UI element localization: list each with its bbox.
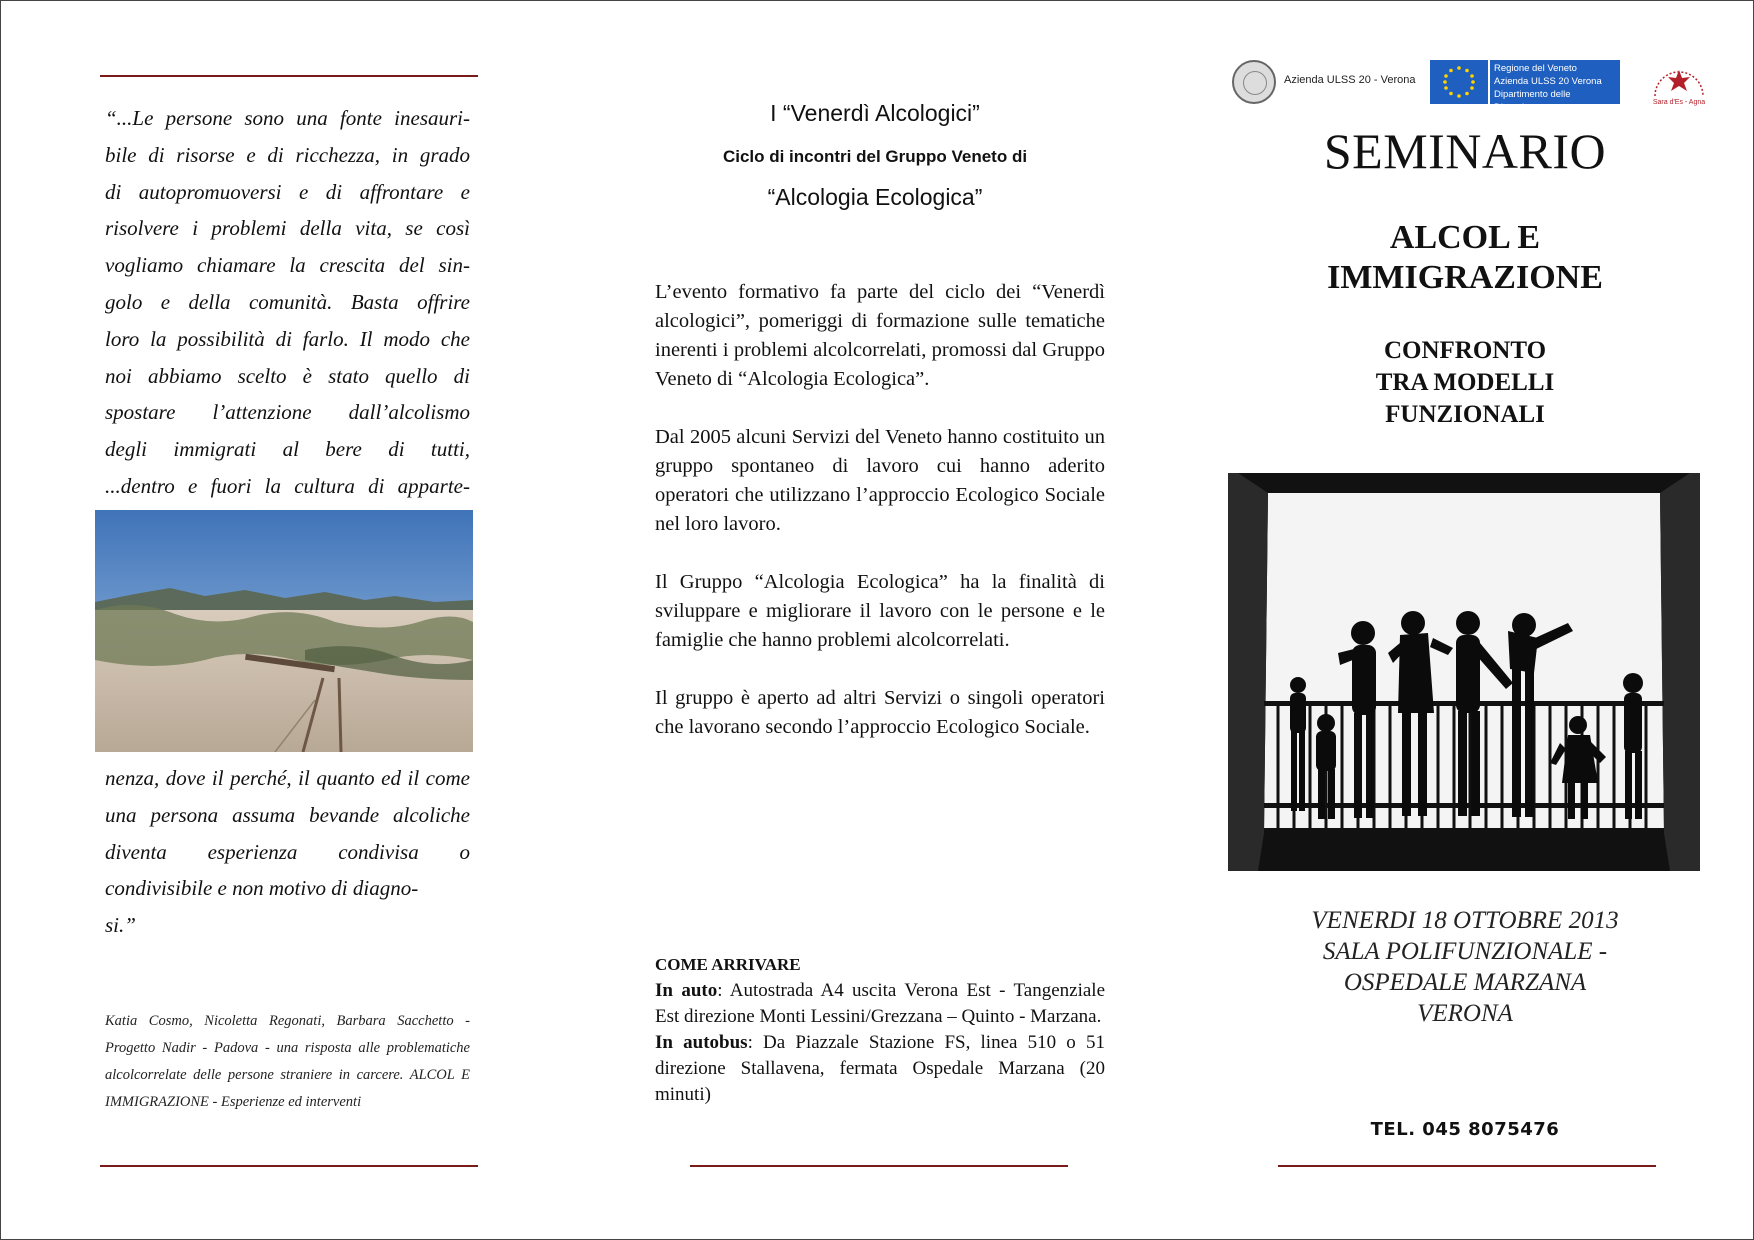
event-city: VERONA [1417,1000,1513,1027]
seminar-topic [1230,218,1700,298]
beach-photo [95,510,473,752]
bus-label: In autobus [655,1032,748,1053]
quote-text [105,100,470,505]
phone-number: TEL. 045 8075476 [1370,1119,1560,1140]
region-line: Dipartimento delle Dipendenze [1494,89,1571,113]
top-rule-left [100,75,478,77]
event-details [1230,905,1700,1029]
quote-line: di autopromuoversi e di affrontare e [105,179,470,204]
quote-line: spostare l’attenzione dall’alcolismo [105,400,470,425]
car-label: In auto [655,980,718,1001]
quote-line: noi abbiamo scelto è stato quello di [105,363,470,388]
region-line: Azienda ULSS 20 Verona [1494,76,1602,87]
cycle-title: I “Venerdì Alcologici” [770,100,980,126]
bus-text: : Da Piazzale Stazione FS, linea 510 o 51 direzione Stallavena, fermata Ospedale Marzana (20 minuti) [655,1032,1105,1105]
quote-line: “...Le persone sono una fonte inesauri- [105,106,470,130]
paragraph: Il gruppo è aperto ad altri Servizi o singoli operatori che lavorano secondo l’approccio Ecologico Sociale. [655,687,1105,738]
description [655,278,1105,771]
paragraph: L’evento formativo fa parte del ciclo dei “Venerdì alcologici”, pomeriggi di formazione sulle tematiche inerenti i problemi alcolcorrelati, promossi dal Gruppo Veneto di “Alcologia Ecologica”. [655,281,1105,390]
group-name: “Alcologia Ecologica” [767,184,983,210]
paragraph: Il Gruppo “Alcologia Ecologica” ha la finalità di sviluppare e migliorare il lavoro con le persone e le famiglie che hanno problemi alcolcorrelati. [655,571,1105,651]
association-logo [1647,58,1711,106]
logo-strip [1232,58,1712,113]
topic-line: IMMIGRAZIONE [1327,259,1603,296]
source-credit: Katia Cosmo, Nicoletta Regonati, Barbara Sacchetto - Progetto Nadir - Padova - una risposta alle problematiche alcolcorrelate delle persone straniere in carcere. ALCOL E IMMIGRAZIONE - Esperienze ed interventi [105,1013,470,1110]
event-date: VENERDI 18 OTTOBRE 2013 [1311,907,1619,934]
directions-bus [655,1030,1105,1108]
eu-flag-icon [1430,60,1488,104]
association-logo-label: Sara d'Es - Agna [1652,99,1706,106]
quote-line: ...dentro e fuori la cultura di apparte- [105,473,470,498]
quote-line: golo e della comunità. Basta offrire [105,289,470,314]
event-hospital: OSPEDALE MARZANA [1343,969,1587,996]
ulss-logo-label: Azienda ULSS 20 - Verona [1284,74,1416,86]
quote-line: loro la possibilità di farlo. Il modo che [105,326,470,351]
bottom-rule-middle [690,1165,1068,1167]
subtopic-line: FUNZIONALI [1385,401,1545,428]
seminar-subtopic [1230,335,1700,431]
topic-line: ALCOL E [1389,219,1541,256]
ulss-seal-icon [1232,60,1276,104]
directions-heading: COME ARRIVARE [655,955,801,974]
quote-ending: si.” [105,913,136,938]
quote-line: bile di risorse e di ricchezza, in grado [105,142,470,167]
quote-body: nenza, dove il perché, il quanto ed il come una persona assuma bevande alcoliche diventa esperienza condivisa o condivisibile e non motivo di diagno- [105,766,470,901]
bottom-rule-left [100,1165,478,1167]
subtopic-line: CONFRONTO [1383,337,1547,364]
children-silhouette-photo [1228,473,1700,871]
quote-continuation [105,760,470,944]
cycle-subtitle: Ciclo di incontri del Gruppo Veneto di [722,147,1028,166]
subtopic-line: TRA MODELLI [1375,369,1555,396]
bottom-rule-right [1278,1165,1656,1167]
seminar-heading: SEMINARIO [1323,123,1607,179]
quote-line: risolvere i problemi della vita, se così [105,216,470,241]
quote-line: vogliamo chiamare la crescita del sin- [105,253,470,278]
quote-line: degli immigrati al bere di tutti, [105,437,470,462]
directions [655,952,1105,1108]
directions-car [655,978,1105,1030]
paragraph: Dal 2005 alcuni Servizi del Veneto hanno costituito un gruppo spontaneo di lavoro cui hanno aderito operatori che utilizzano l’approccio Ecologico Sociale nel loro lavoro. [655,426,1105,535]
region-line: Regione del Veneto [1494,63,1577,74]
event-venue: SALA POLIFUNZIONALE - [1322,938,1608,965]
car-text: : Autostrada A4 uscita Verona Est - Tangenziale Est direzione Monti Lessini/Grezzana – Quinto - Marzana. [655,980,1105,1027]
region-logo-text [1490,60,1620,113]
